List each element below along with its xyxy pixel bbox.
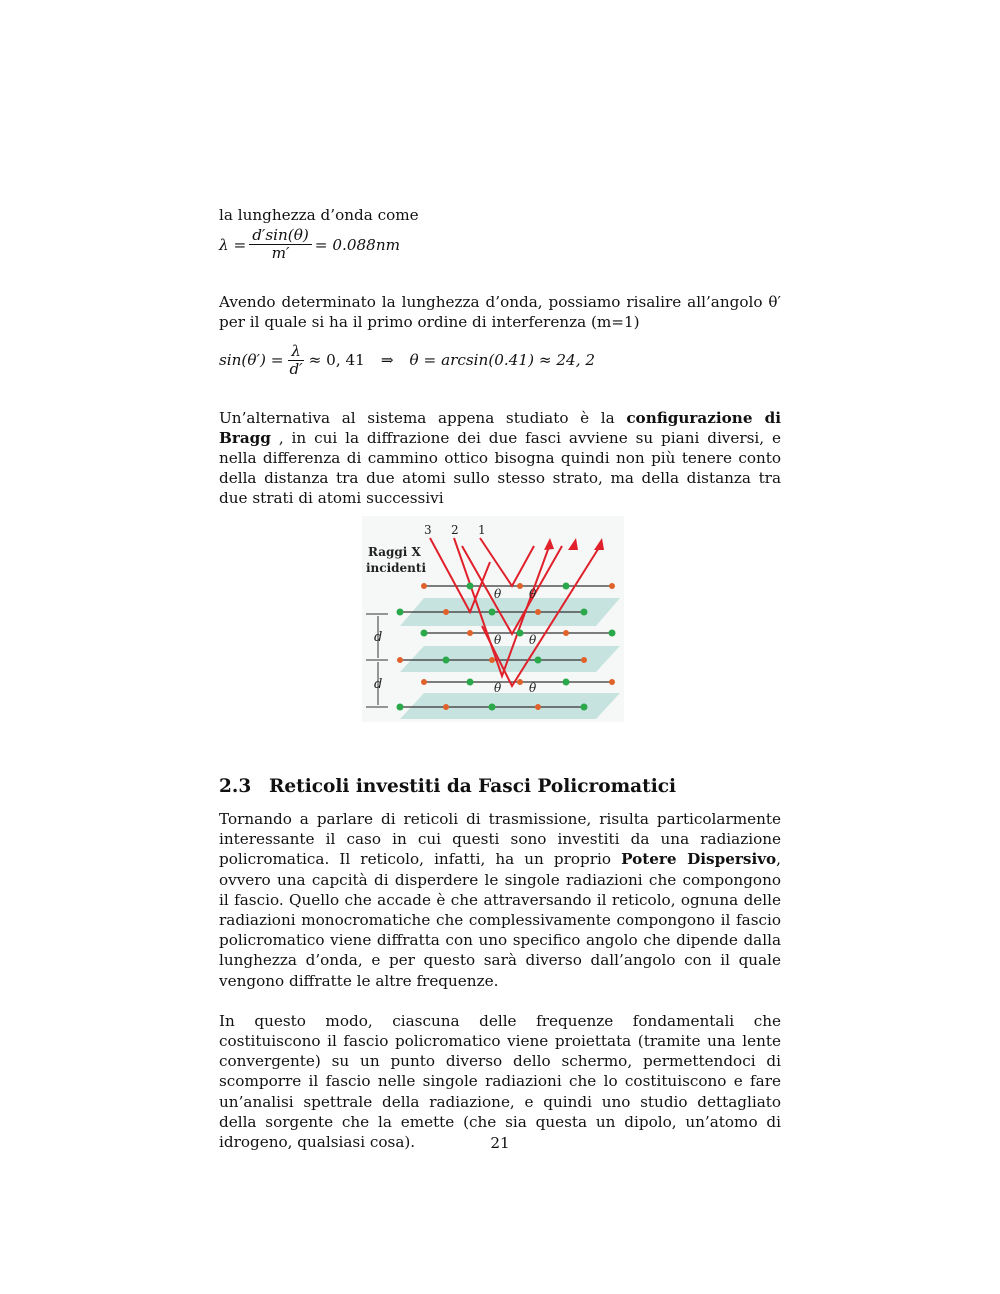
eq1-fraction [249,227,312,262]
atom [609,630,616,637]
eq1-rhs: = 0.088nm [314,235,401,254]
atom [535,609,541,615]
paragraph-bragg [219,408,781,509]
atom [443,704,449,710]
plane-middle [400,646,620,672]
atom [535,657,542,664]
atom [421,630,428,637]
eq1-lhs: λ = [219,235,247,254]
theta-label: θ [494,587,502,601]
atom [467,630,473,636]
bragg-text-before: Un’alternativa al sistema appena studiato è la [219,408,627,427]
atom [397,609,404,616]
dispersive-text-after: , ovvero una capcità di disperdere le singole radiazioni che compongono il fascio. Quello che accade è che attraversando il reticolo, ognuna delle radiazioni monocromatiche che complessivamente compongono il fascio policromatico viene diffratta con uno specifico angolo che dipende dalla lunghezza d’onda, e per questo sarà diverso dall’angolo con il quale vengono diffratte le altre frequenze. [219,850,781,990]
theta-label: θ [494,681,502,695]
atom [581,704,588,711]
ray-label-2: 2 [451,523,459,537]
atom [489,704,496,711]
dispersive-text-before: Tornando a parlare di reticoli di trasmissione, risulta particolarmente interessante il caso in cui questi sono investiti da una radiazione policromatica. Il reticolo, infatti, ha un proprio [219,810,781,869]
incident-label-line-1: Raggi X [368,545,421,559]
theta-label: θ [529,587,537,601]
eq2-fraction [286,343,305,378]
bragg-diagram [362,516,624,722]
equation-angle [219,343,781,378]
intro-line: la lunghezza d’onda come [219,206,419,224]
dispersive-bold-term: Potere Dispersivo [621,850,777,869]
paragraph-dispersive [219,809,781,991]
section-heading [219,776,781,797]
atom [563,583,570,590]
atom [535,704,541,710]
eq1-denominator: m′ [271,244,290,263]
eq2-lhs: sin(θ′) = [219,351,284,369]
ray-label-1: 1 [478,523,486,537]
ray-label-3: 3 [424,523,432,537]
atom [443,609,449,615]
bragg-text-after: , in cui la diffrazione dei due fasci avviene su piani diversi, e nella differenza di cammino ottico bisogna quindi non più tenere conto della distanza tra due atomi sullo stesso strato, ma della distanza tra due strati di atomi successivi [219,428,781,508]
atom [563,679,570,686]
atom [517,679,523,685]
atom [443,657,450,664]
atom [489,609,496,616]
atom [517,630,524,637]
paragraph-spectral: In questo modo, ciascuna delle frequenze fondamentali che costituiscono il fascio policromatico viene proiettata (tramite una lente convergente) su un punto diverso dello schermo, permettendoci di scomporre il fascio nelle singole radiazioni che lo costituiscono e fare un’analisi spettrale della radiazione, e quindi uno studio dettagliato della sorgente che la emette (che sia questa un dipolo, un’atomo di idrogeno, qualsiasi cosa). [219,1011,781,1152]
section-number: 2.3 [219,776,252,797]
atom [397,657,403,663]
d-label-1: d [374,630,383,645]
bragg-figure [362,516,624,722]
bragg-bold-term: configurazione di Bragg [219,408,781,447]
atom [609,679,615,685]
atom [397,704,404,711]
top-text-block [219,205,781,509]
eq2-arrow: ⇒ [380,351,394,369]
eq2-numerator: λ [288,343,304,361]
incident-label-line-2: incidenti [366,561,426,575]
atom [467,583,474,590]
eq2-denominator: d′ [289,359,303,378]
atom [421,679,427,685]
page-number: 21 [490,1134,510,1152]
atom [517,583,523,589]
d-label-2: d [374,677,383,692]
theta-label: θ [494,633,502,647]
section-title: Reticoli investiti da Fasci Policromatici [269,776,677,797]
atom [489,657,495,663]
eq2-mid: ≈ 0, 41 [308,351,365,369]
atom [421,583,427,589]
paragraph-angle: Avendo determinato la lunghezza d’onda, possiamo risalire all’angolo θ′ per il quale si ha il primo ordine di interferenza (m=1) [219,293,781,332]
theta-label: θ [529,681,537,695]
theta-label: θ [529,633,537,647]
section-body [219,809,781,1152]
atom [563,630,569,636]
atom [467,679,474,686]
atom [609,583,615,589]
equation-wavelength [219,227,781,262]
atom [581,657,587,663]
atom [581,609,588,616]
eq2-rhs: θ = arcsin(0.41) ≈ 24, 2 [409,351,596,369]
eq1-numerator: d′sin(θ) [249,227,312,245]
